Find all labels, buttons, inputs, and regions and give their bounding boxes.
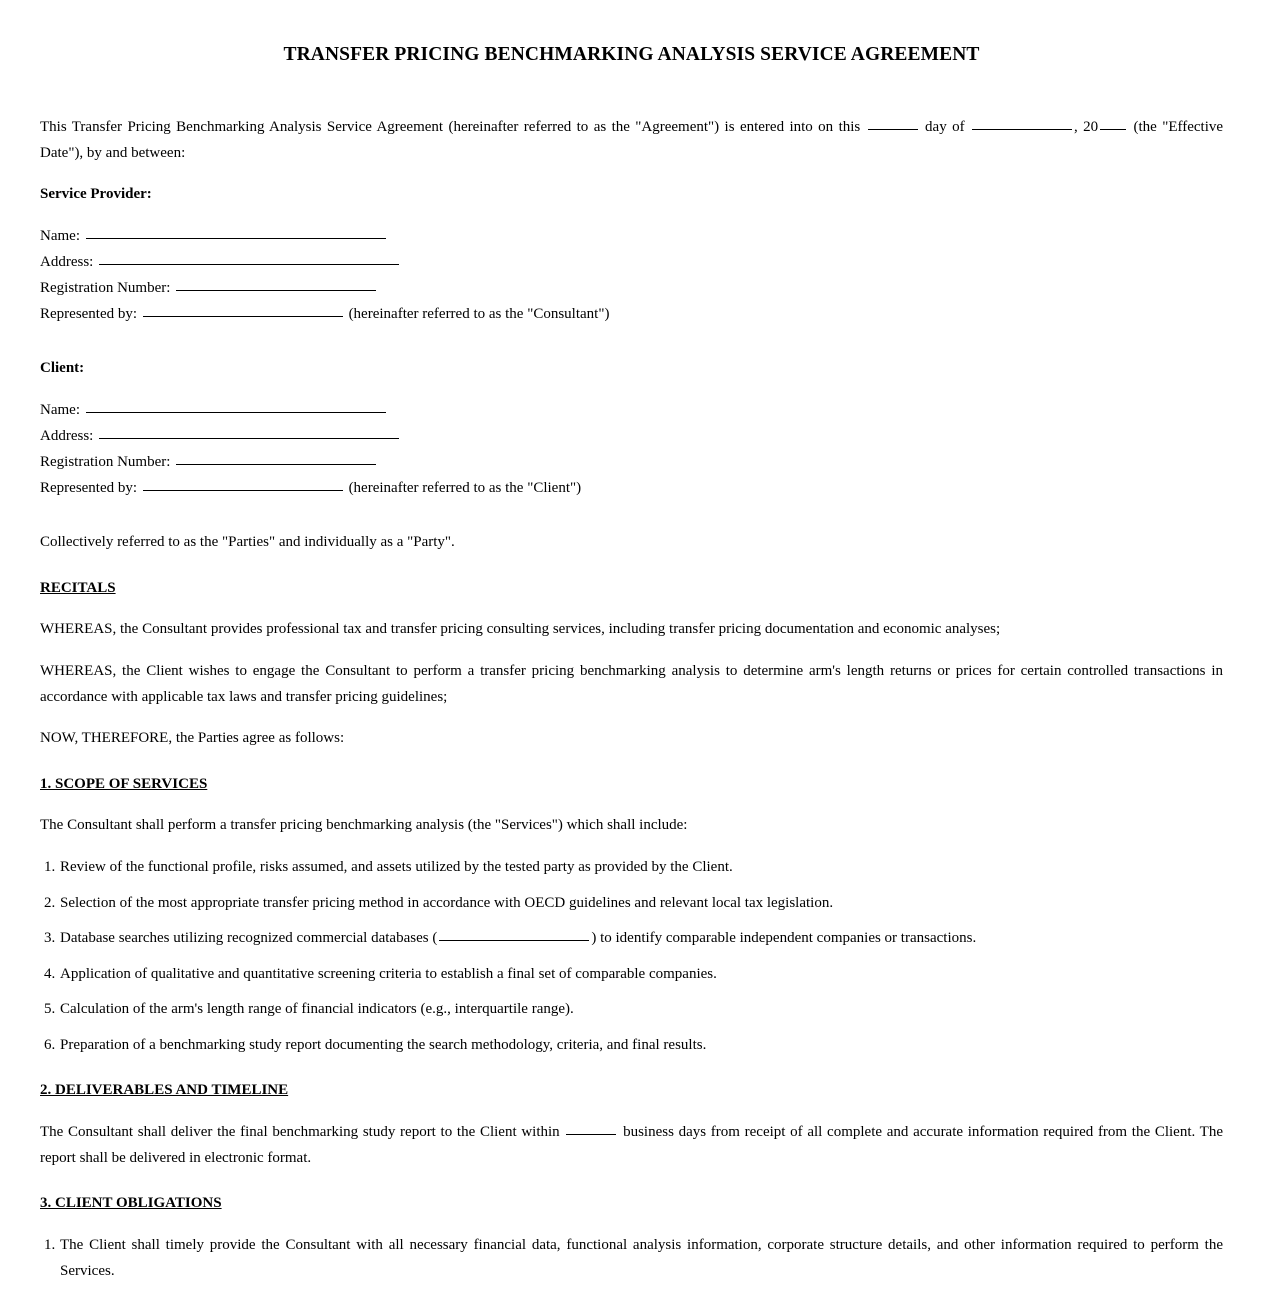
client-rep-line: [40, 475, 1223, 501]
provider-fields: [40, 223, 1223, 327]
provider-reg-blank: [176, 289, 376, 291]
scope-item: [40, 1032, 1223, 1058]
deliverables-heading: 2. DELIVERABLES AND TIMELINE: [40, 1082, 289, 1098]
intro-text-2: day of: [925, 119, 965, 135]
scope-item-number: 1.: [44, 859, 56, 875]
scope-item-number: 4.: [44, 966, 56, 982]
client-rep-suffix: (hereinafter referred to as the "Client"): [348, 480, 582, 496]
month-blank: [972, 128, 1072, 130]
scope-item-text: Calculation of the arm's length range of financial indicators (e.g., interquartile range).: [60, 1001, 574, 1017]
client-address-line: [40, 423, 1223, 449]
scope-item-number: 2.: [44, 895, 56, 911]
client-reg-blank: [176, 463, 376, 465]
deliverables-text-post: business days from receipt of all complete and accurate information required from the Client. The report shall be delivered in electronic format.: [40, 1124, 1223, 1166]
provider-reg-label: Registration Number:: [40, 280, 171, 296]
business-days-blank: [566, 1133, 616, 1135]
scope-item-number: 6.: [44, 1037, 56, 1053]
provider-rep-label: Represented by:: [40, 306, 138, 322]
scope-item: [40, 854, 1223, 880]
scope-item-number: 5.: [44, 1001, 56, 1017]
client-name-label: Name:: [40, 402, 80, 418]
client-name-blank: [86, 411, 386, 413]
provider-name-label: Name:: [40, 228, 80, 244]
collective-text: Collectively referred to as the "Parties" and individually as a "Party".: [40, 534, 455, 550]
recital-now-therefore: NOW, THEREFORE, the Parties agree as follows:: [40, 730, 345, 746]
scope-item: [40, 890, 1223, 916]
scope-item-text: Review of the functional profile, risks assumed, and assets utilized by the tested party as provided by the Client.: [60, 859, 733, 875]
day-blank: [868, 128, 918, 130]
scope-item-text: Application of qualitative and quantitative screening criteria to establish a final set of comparable companies.: [60, 966, 717, 982]
deliverables-text-pre: The Consultant shall deliver the final benchmarking study report to the Client within: [40, 1124, 560, 1140]
intro-paragraph: [40, 114, 1223, 166]
scope-item-text: [60, 925, 1223, 951]
provider-rep-blank: [143, 315, 343, 317]
obligation-item: [40, 1232, 1223, 1284]
provider-address-label: Address:: [40, 254, 94, 270]
database-blank: [439, 939, 589, 941]
scope-heading: 1. SCOPE OF SERVICES: [40, 776, 208, 792]
intro-text-1: This Transfer Pricing Benchmarking Analysis Service Agreement (hereinafter referred to as the "Agreement") is entered into on this: [40, 119, 861, 135]
client-rep-blank: [143, 489, 343, 491]
document-title: TRANSFER PRICING BENCHMARKING ANALYSIS SERVICE AGREEMENT: [283, 44, 980, 65]
obligations-heading: 3. CLIENT OBLIGATIONS: [40, 1195, 222, 1211]
scope-item-number: 3.: [44, 930, 56, 946]
provider-heading: Service Provider:: [40, 186, 152, 202]
obligation-item-number: 1.: [44, 1237, 56, 1253]
provider-reg-line: [40, 275, 1223, 301]
scope-item-text: Preparation of a benchmarking study report documenting the search methodology, criteria, and final results.: [60, 1037, 707, 1053]
provider-address-line: [40, 249, 1223, 275]
intro-text-4: (the "Effective Date"), by and between:: [40, 119, 1224, 161]
client-name-line: [40, 397, 1223, 423]
recital-whereas-2: WHEREAS, the Client wishes to engage the Consultant to perform a transfer pricing benchmarking analysis to determine arm's length returns or prices for certain controlled transactions in accordance with applicable tax laws and transfer pricing guidelines;: [40, 663, 1223, 705]
obligation-item-text: The Client shall timely provide the Consultant with all necessary financial data, functional analysis information, corporate structure details, and other information required to perform the Services.: [60, 1237, 1223, 1279]
scope-item-text-post: ) to identify comparable independent companies or transactions.: [591, 930, 977, 946]
recital-whereas-1: WHEREAS, the Consultant provides professional tax and transfer pricing consulting services, including transfer pricing documentation and economic analyses;: [40, 621, 1001, 637]
provider-address-blank: [99, 263, 399, 265]
scope-item-text: Selection of the most appropriate transfer pricing method in accordance with OECD guidelines and relevant local tax legislation.: [60, 895, 834, 911]
provider-name-line: [40, 223, 1223, 249]
intro-text-3: , 20: [1073, 119, 1099, 135]
provider-rep-suffix: (hereinafter referred to as the "Consultant"): [348, 306, 610, 322]
client-address-label: Address:: [40, 428, 94, 444]
scope-item: [40, 925, 1223, 951]
recitals-heading: RECITALS: [40, 580, 116, 596]
client-heading: Client:: [40, 360, 85, 376]
scope-item-text-pre: Database searches utilizing recognized commercial databases (: [60, 930, 438, 946]
scope-intro: The Consultant shall perform a transfer pricing benchmarking analysis (the "Services") which shall include:: [40, 817, 688, 833]
client-reg-label: Registration Number:: [40, 454, 171, 470]
client-rep-label: Represented by:: [40, 480, 138, 496]
deliverables-paragraph: [40, 1119, 1223, 1171]
provider-name-blank: [86, 237, 386, 239]
scope-item: [40, 996, 1223, 1022]
client-reg-line: [40, 449, 1223, 475]
client-address-blank: [99, 437, 399, 439]
provider-rep-line: [40, 301, 1223, 327]
scope-item: [40, 961, 1223, 987]
year-blank: [1100, 128, 1126, 130]
client-fields: [40, 397, 1223, 501]
